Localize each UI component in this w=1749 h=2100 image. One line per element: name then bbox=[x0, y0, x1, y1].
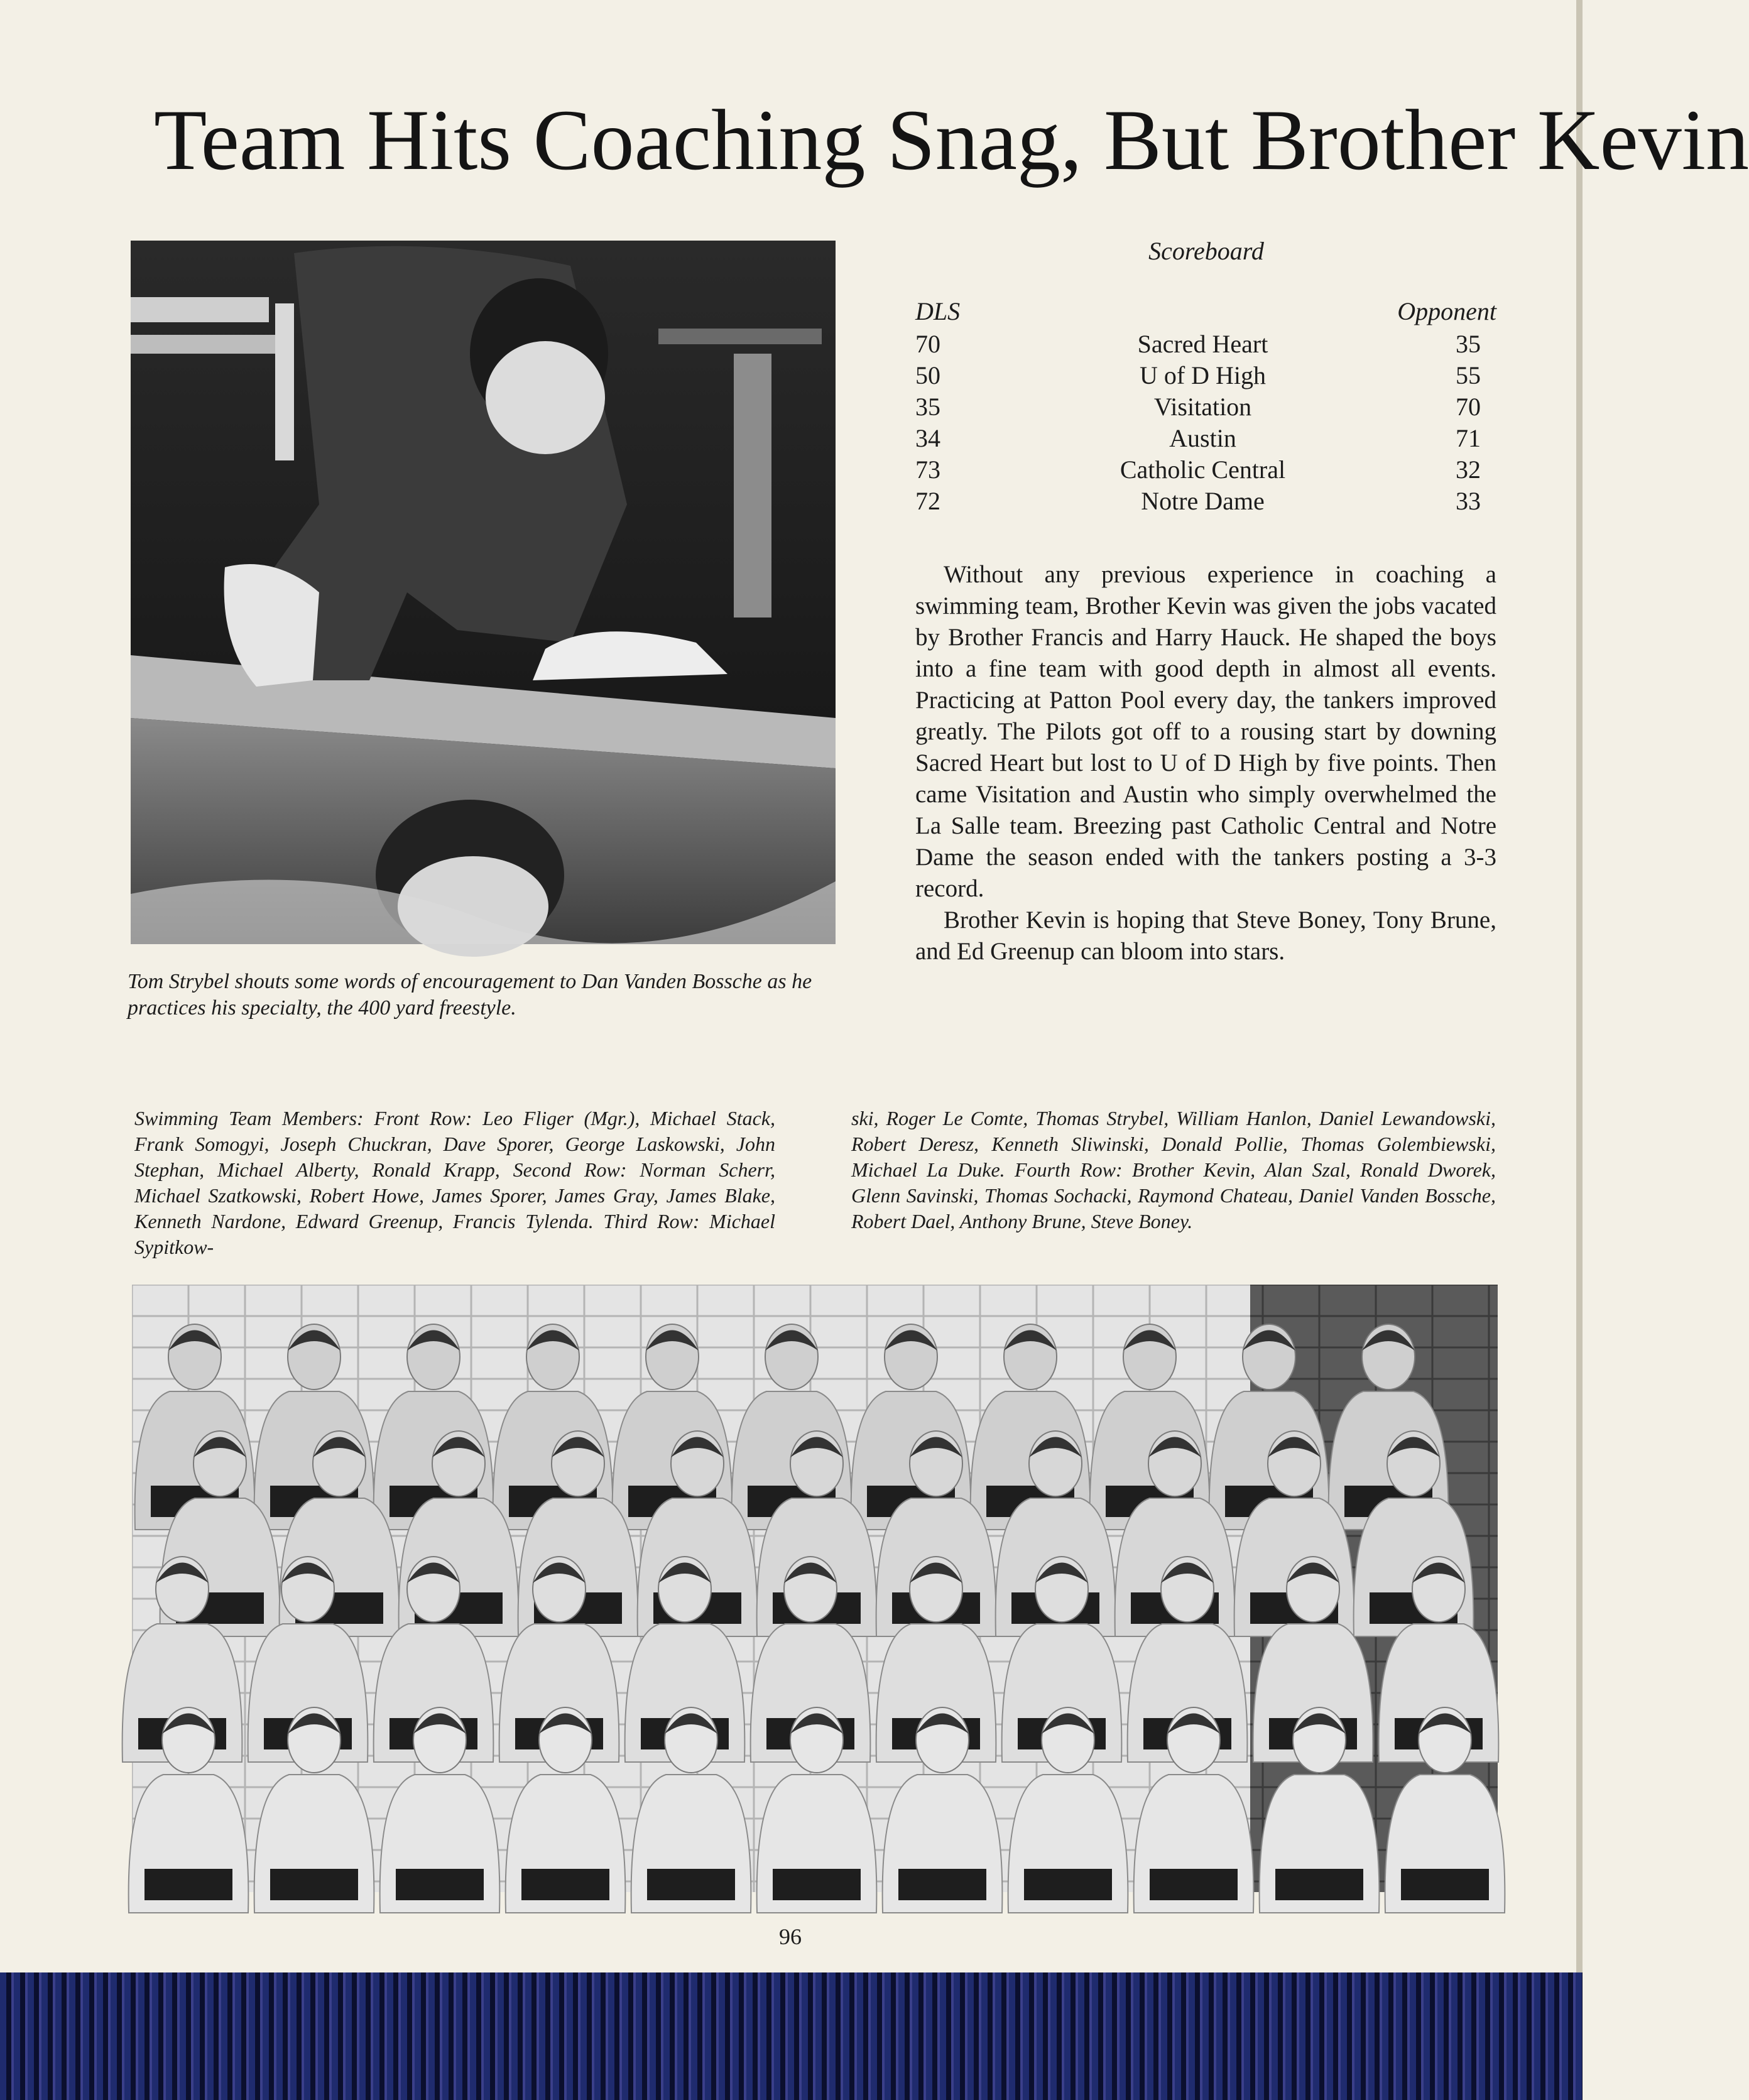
team-group-photo-image bbox=[132, 1285, 1498, 1892]
scoreboard-row bbox=[915, 391, 1496, 422]
page-headline: Team Hits Coaching Snag, But Brother Kevin bbox=[154, 92, 1749, 188]
dls-header: DLS bbox=[915, 297, 961, 325]
dls-score: 50 bbox=[915, 361, 940, 389]
scoreboard-row bbox=[915, 485, 1496, 516]
coach-swimmer-photo-image bbox=[131, 241, 836, 944]
coach-swimmer-photo bbox=[131, 241, 836, 944]
photo-caption: Tom Strybel shouts some words of encouragement to Dan Vanden Bossche as he practices his specialty, the 400 yard freestyle. bbox=[128, 970, 812, 1020]
scoreboard-title: Scoreboard bbox=[1148, 237, 1264, 265]
opponent-score: 71 bbox=[1456, 423, 1481, 452]
scoreboard-header bbox=[915, 297, 1496, 328]
scoreboard-row bbox=[915, 328, 1496, 359]
dls-score: 73 bbox=[915, 455, 940, 484]
opponent-score: 55 bbox=[1456, 361, 1481, 389]
scan-border bbox=[0, 1972, 1583, 2100]
dls-score: 34 bbox=[915, 423, 940, 452]
dls-score: 70 bbox=[915, 329, 940, 358]
opponent-name: Notre Dame bbox=[1141, 486, 1265, 515]
opponent-header: Opponent bbox=[1397, 297, 1496, 325]
scoreboard-row bbox=[915, 359, 1496, 391]
page-edge bbox=[1576, 0, 1583, 1972]
team-members-caption-left: Swimming Team Members: Front Row: Leo Fliger (Mgr.), Michael Stack, Frank Somogyi, Joseph Chuckran, Dave Sporer, George Laskowski, John Stephan, Michael Alberty, Ronald Krapp, Second Row: Norman Scherr, Michael Szatkowski, Robert Howe, James Sporer, James Gray, James Blake, Kenneth Nardone, Edward Greenup, Francis Tylenda. Third Row: Michael Sypitkow- bbox=[134, 1107, 775, 1258]
team-group-photo bbox=[132, 1285, 1498, 1892]
article-paragraph: Without any previous experience in coaching a swimming team, Brother Kevin was given the jobs vacated by Brother Francis and Harry Hauck. He shaped the boys into a fine team with good depth in almost all events. Practicing at Patton Pool every day, the tankers improved greatly. The Pilots got off to a rousing start by downing Sacred Heart but lost to U of D High by five points. Then came Visitation and Austin who simply overwhelmed the La Salle team. Breezing past Catholic Central and Notre Dame the season ended with the tankers posting a 3-3 record. bbox=[915, 561, 1496, 902]
opponent-name: Sacred Heart bbox=[1137, 329, 1268, 358]
dls-score: 72 bbox=[915, 486, 940, 515]
opponent-name: Visitation bbox=[1153, 392, 1252, 421]
article-paragraph: Brother Kevin is hoping that Steve Boney, Tony Brune, and Ed Greenup can bloom into stars. bbox=[915, 906, 1496, 965]
opponent-name: Austin bbox=[1169, 423, 1236, 452]
opponent-score: 33 bbox=[1456, 486, 1481, 515]
scoreboard-row bbox=[915, 422, 1496, 454]
team-members-caption-right: ski, Roger Le Comte, Thomas Strybel, William Hanlon, Daniel Lewandowski, Robert Deresz, Kenneth Sliwinski, Donald Pollie, Thomas Golembiewski, Michael La Duke. Fourth Row: Brother Kevin, Alan Szal, Ronald Dworek, Glenn Savinski, Thomas Sochacki, Raymond Chateau, Daniel Vanden Bossche, Robert Dael, Anthony Brune, Steve Boney. bbox=[851, 1107, 1496, 1232]
opponent-score: 35 bbox=[1456, 329, 1481, 358]
scoreboard-table bbox=[915, 297, 1496, 516]
opponent-name: Catholic Central bbox=[1120, 455, 1286, 484]
scoreboard-row bbox=[915, 454, 1496, 485]
article-body bbox=[915, 559, 1496, 967]
opponent-name: U of D High bbox=[1139, 361, 1267, 389]
opponent-score: 70 bbox=[1456, 392, 1481, 421]
page-number: 96 bbox=[779, 1924, 802, 1949]
dls-score: 35 bbox=[915, 392, 940, 421]
opponent-score: 32 bbox=[1456, 455, 1481, 484]
